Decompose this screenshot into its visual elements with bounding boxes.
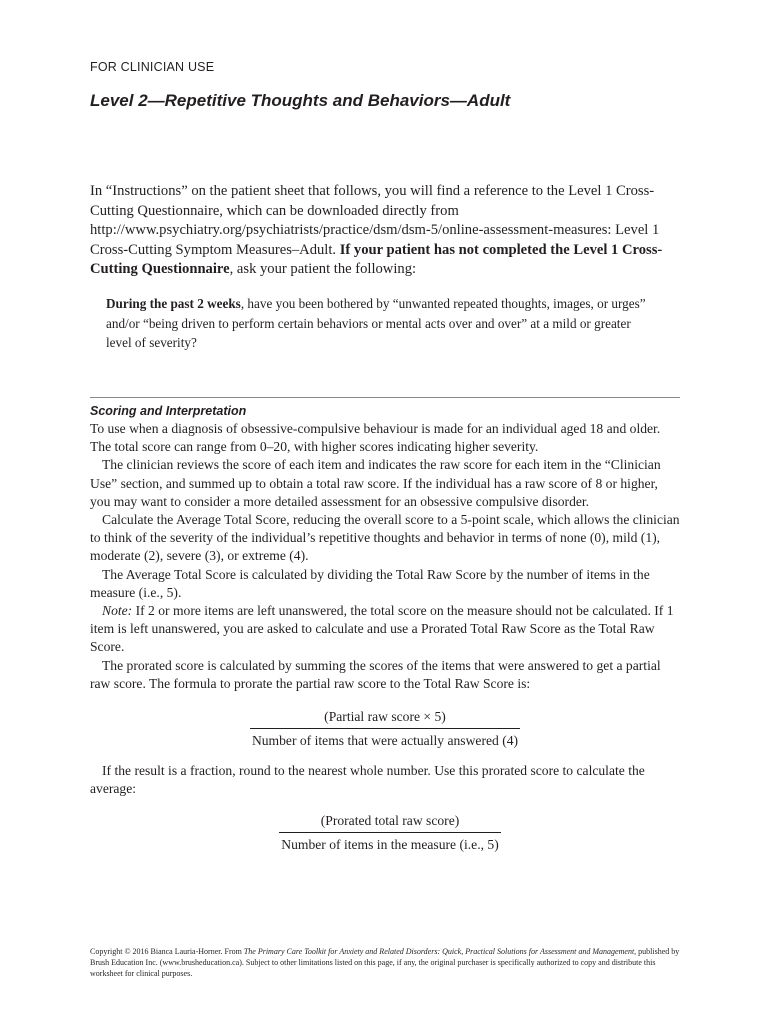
copyright-after: , published by Brush Education Inc. (www.brusheducation.ca). Subject to other limitations listed on this page, if any, the original purchaser is specifically authorized to copy and distribute this worksheet for clinical purposes. <box>90 947 680 978</box>
instructions-bold-text: If your patient has not completed the Level 1 Cross-Cutting Questionnaire <box>90 241 663 277</box>
scoring-paragraph-5 <box>90 602 680 657</box>
rounding-text: If the result is a fraction, round to the nearest whole number. Use this prorated score to calculate the average: <box>90 763 645 797</box>
instructions-after-text: , ask your patient the following: <box>229 261 417 277</box>
prorate-formula-denominator: Number of items that were actually answered (4) <box>251 733 519 748</box>
rounding-paragraph <box>90 762 680 798</box>
prorate-formula <box>250 708 520 750</box>
scoring-paragraph-4: The Average Total Score is calculated by dividing the Total Raw Score by the number of items in the measure (i.e., 5). <box>90 566 650 600</box>
section-divider <box>90 397 680 398</box>
scoring-paragraph-3: Calculate the Average Total Score, reducing the overall score to a 5-point scale, which allows the clinician to think of the severity of the individual’s repetitive thoughts and behavior in terms of none (0), mild (1), moderate (2), severe (3), or extreme (4). <box>90 512 680 564</box>
scoring-paragraph-2: The clinician reviews the score of each item and indicates the raw score for each item in the “Clinician Use” section, and summed up to obtain a total raw score. If the individual has a raw score of 8 or higher, you may want to consider a more detailed assessment for an obsessive compulsive disorder. <box>90 457 661 509</box>
prorate-formula-numerator: (Partial raw score × 5) <box>250 708 520 729</box>
scoring-paragraph-1: To use when a diagnosis of obsessive-compulsive behaviour is made for an individual aged 18 and older. The total score can range from 0–20, with higher scores indicating higher severity. <box>90 421 661 455</box>
question-timeframe: During the past 2 weeks <box>106 296 241 311</box>
page-title: Level 2—Repetitive Thoughts and Behaviors—Adult <box>90 91 511 110</box>
average-formula-denominator: Number of items in the measure (i.e., 5) <box>281 837 499 852</box>
scoring-section <box>90 420 680 693</box>
note-label: Note: <box>102 603 133 619</box>
average-formula-numerator: (Prorated total raw score) <box>279 812 501 833</box>
copyright-book-title: The Primary Care Toolkit for Anxiety and Related Disorders: Quick, Practical Solutions for Assessment and Management <box>243 947 635 956</box>
scoring-paragraph-6: The prorated score is calculated by summing the scores of the items that were answered to get a partial raw score. The formula to prorate the partial raw score to the Total Raw Score is: <box>90 657 661 691</box>
note-text: If 2 or more items are left unanswered, the total score on the measure should not be calculated. If 1 item is left unanswered, you are asked to calculate and use a Prorated Total Raw Score as the Total Raw Score. <box>90 603 674 655</box>
question-text: , have you been bothered by “unwanted repeated thoughts, images, or urges” and/or “being driven to perform certain behaviors or mental acts over and over” at a mild or greater level of severity? <box>106 296 646 350</box>
scoring-heading: Scoring and Interpretation <box>90 404 247 418</box>
clinician-use-label: FOR CLINICIAN USE <box>90 60 215 74</box>
screening-question <box>106 294 646 353</box>
average-formula <box>279 812 501 854</box>
copyright-before: Copyright © 2016 Bianca Lauria-Horner. From <box>90 947 244 956</box>
instructions-paragraph <box>90 182 680 280</box>
instructions-text: In “Instructions” on the patient sheet that follows, you will find a reference to the Level 1 Cross-Cutting Questionnaire, which can be downloaded directly from http://www.psychiatry.org/psychiatrists/practice/dsm/dsm-5/online-assessment-measures: Level 1 Cross-Cutting Symptom Measures–Adult. <box>90 183 660 258</box>
copyright-notice <box>90 946 680 979</box>
